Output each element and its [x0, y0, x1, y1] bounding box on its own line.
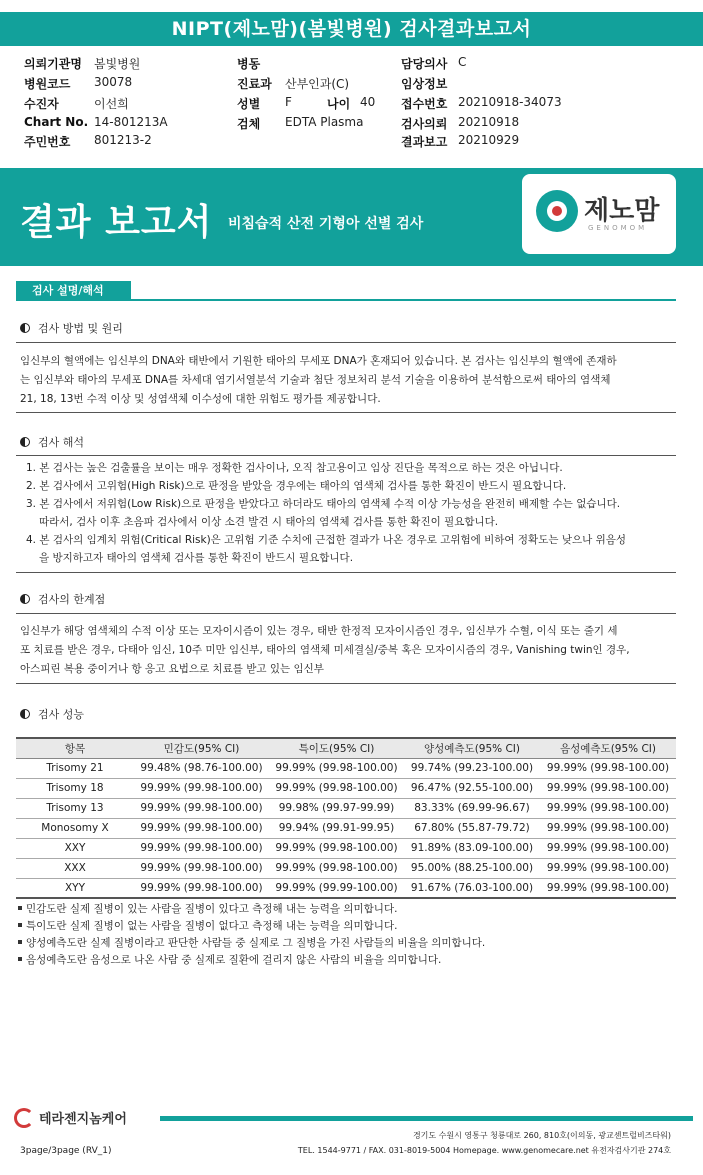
- method-bottom-divider: [16, 412, 676, 413]
- half-circle-icon: [20, 594, 30, 604]
- doctor-value: C: [458, 55, 467, 69]
- ward-label: 병동: [237, 57, 261, 71]
- chart-label: Chart No.: [24, 115, 89, 129]
- hospital-label: 의뢰기관명: [24, 57, 82, 71]
- table-cell: XXX: [16, 858, 134, 878]
- interpretation-divider: [16, 455, 676, 456]
- sex-value: F: [285, 95, 292, 109]
- column-header: 항목: [16, 738, 134, 758]
- table-cell: 99.99% (99.98-100.00): [269, 758, 404, 778]
- table-cell: 99.99% (99.98-100.00): [540, 758, 676, 778]
- sex-label: 성별: [237, 97, 261, 111]
- limitations-bottom-divider: [16, 683, 676, 684]
- table-cell: 99.99% (99.98-100.00): [134, 778, 269, 798]
- table-cell: 83.33% (69.99-96.67): [404, 798, 540, 818]
- table-cell: 99.98% (99.97-99.99): [269, 798, 404, 818]
- interpretation-bottom-divider: [16, 572, 676, 573]
- hospital-value: 봄빛병원: [94, 57, 141, 71]
- section-tab: 검사 설명/해석: [16, 281, 131, 300]
- table-cell: XXY: [16, 838, 134, 858]
- table-cell: 99.99% (99.98-100.00): [269, 778, 404, 798]
- column-header: 양성예측도(95% CI): [404, 738, 540, 758]
- table-cell: 99.48% (98.76-100.00): [134, 758, 269, 778]
- column-header: 민감도(95% CI): [134, 738, 269, 758]
- method-text: 임신부의 혈액에는 임신부의 DNA와 태반에서 기원한 태아의 무세포 DNA가 혼재되어 있습니다. 본 검사는 임신부의 혈액에 존재하 는 임신부와 태아의 무세포 DNA를 차세대 염기서열분석 기술과 첨단 정보처리 분석 기술을 이용하여 분석함으로써 태아의 염색체 21, 18, 13번 수적 이상 및 성염색체 이수성에 대한 위험도 평가를 제공합니다.: [20, 355, 617, 405]
- banner-subtitle: 비침습적 산전 기형아 선별 검사: [228, 216, 424, 232]
- table-cell: 99.99% (99.98-100.00): [540, 778, 676, 798]
- receipt-label: 접수번호: [401, 97, 448, 111]
- report-date-value: 20210929: [458, 133, 520, 147]
- company-logo: [14, 1108, 127, 1128]
- report-date-label: 결과보고: [401, 135, 448, 149]
- dept-label: 진료과: [237, 77, 272, 91]
- interpretation-heading: 검사 해석: [20, 434, 84, 450]
- table-row: [16, 798, 676, 818]
- performance-table: [16, 737, 676, 899]
- table-cell: 99.99% (99.98-100.00): [269, 858, 404, 878]
- performance-notes: [18, 901, 485, 969]
- method-heading: 검사 방법 및 원리: [20, 320, 123, 336]
- specimen-label: 검체: [237, 117, 261, 131]
- request-label: 검사의뢰: [401, 117, 448, 131]
- table-cell: 99.99% (99.98-100.00): [134, 838, 269, 858]
- bullet-square-icon: [18, 957, 22, 961]
- method-divider: [16, 342, 676, 343]
- half-circle-icon: [20, 437, 30, 447]
- table-cell: Trisomy 18: [16, 778, 134, 798]
- company-name: 테라젠지놈케어: [39, 1112, 127, 1127]
- page-number: 3page/3page (RV_1): [20, 1146, 112, 1156]
- genomom-logo: [522, 174, 676, 254]
- table-cell: 99.74% (99.23-100.00): [404, 758, 540, 778]
- clinical-label: 임상정보: [401, 77, 448, 91]
- note-item: 민감도란 실제 질병이 있는 사람을 질병이 있다고 측정해 내는 능력을 의미합니다.: [18, 901, 485, 918]
- table-row: [16, 758, 676, 778]
- logo-en: GENOMOM: [588, 224, 648, 232]
- section-divider: [16, 299, 676, 301]
- id-label: 주민번호: [24, 135, 71, 149]
- table-cell: Trisomy 13: [16, 798, 134, 818]
- table-row: [16, 858, 676, 878]
- table-cell: 99.99% (99.98-100.00): [269, 838, 404, 858]
- patient-info: [24, 55, 684, 155]
- table-cell: 99.99% (99.98-100.00): [540, 798, 676, 818]
- collector-label: 수진자: [24, 97, 59, 111]
- age-value: 40: [360, 95, 376, 109]
- table-row: [16, 878, 676, 898]
- table-cell: 91.67% (76.03-100.00): [404, 878, 540, 898]
- table-cell: 99.99% (99.98-100.00): [540, 878, 676, 898]
- table-header-row: [16, 738, 676, 758]
- chart-value: 14-801213A: [94, 115, 168, 129]
- table-cell: 99.99% (99.98-100.00): [134, 818, 269, 838]
- limitations-text: 임신부가 해당 염색체의 수적 이상 또는 모자이시즘이 있는 경우, 태반 한정적 모자이시즘인 경우, 임신부가 수혈, 이식 또는 줄기 세 포 치료를 받은 경우, 다태아 임신, 10주 미만 임신부, 태아의 염색체 미세결실/중복 혹은 모자이시즘의 경우, Vanishing twin인 경우, 아스피린 복용 중이거나 항 응고 요법으로 치료를 받고 있는 임신부: [20, 625, 630, 675]
- banner-title: 결과 보고서: [20, 202, 213, 243]
- table-cell: 91.89% (83.09-100.00): [404, 838, 540, 858]
- logo-text: 제노맘: [584, 196, 660, 226]
- receipt-value: 20210918-34073: [458, 95, 562, 109]
- table-cell: 99.99% (99.98-100.00): [540, 818, 676, 838]
- table-cell: 99.99% (99.98-100.00): [540, 858, 676, 878]
- code-value: 30078: [94, 75, 133, 89]
- half-circle-icon: [20, 323, 30, 333]
- id-value: 801213-2: [94, 133, 152, 147]
- genomom-logo-icon: [536, 190, 578, 232]
- table-cell: 99.99% (99.98-100.00): [134, 858, 269, 878]
- dept-value: 산부인과(C): [285, 77, 350, 91]
- table-cell: 99.99% (99.98-100.00): [134, 798, 269, 818]
- table-row: [16, 838, 676, 858]
- column-header: 음성예측도(95% CI): [540, 738, 676, 758]
- table-cell: 99.94% (99.91-99.95): [269, 818, 404, 838]
- bullet-square-icon: [18, 940, 22, 944]
- specimen-value: EDTA Plasma: [285, 115, 364, 129]
- note-item: 양성예측도란 실제 질병이라고 판단한 사람들 중 실제로 그 질병을 가진 사람들의 비율을 의미합니다.: [18, 935, 485, 952]
- table-row: [16, 818, 676, 838]
- note-item: 특이도란 실제 질병이 없는 사람을 질병이 없다고 측정해 내는 능력을 의미합니다.: [18, 918, 485, 935]
- interpretation-list: 1. 본 검사는 높은 검출률을 보이는 매우 정확한 검사이나, 오직 참고용이고 임상 진단을 목적으로 하는 것은 아닙니다. 2. 본 검사에서 고위험(High Risk)으로 판정을 받았을 경우에는 태아의 염색체 검사를 통한 확진이 반드시 필요합니다. 3. 본 검사에서 저위험(Low Risk)으로 판정을 받았다고 하더라도 태아의 염색체 수적 이상 가능성을 완전히 배제할 수는 없습니다. 따라서, 검사 이후 초음파 검사에서 이상 소견 발견 시 태아의 염색체 검사를 통한 확진이 필요합니다. 4. 본 검사의 임계치 위험(Critical Risk)은 고위험 기준 수치에 근접한 결과가 나온 경우로 고위험에 비하여 정확도는 낮으나 위음성 을 방지하고자 태아의 염색체 검사를 통한 확진이 반드시 필요합니다.: [26, 462, 627, 564]
- collector-value: 이선희: [94, 97, 129, 111]
- table-cell: 95.00% (88.25-100.00): [404, 858, 540, 878]
- table-cell: 99.99% (99.98-100.00): [134, 878, 269, 898]
- table-cell: Monosomy X: [16, 818, 134, 838]
- table-cell: 99.99% (99.99-100.00): [269, 878, 404, 898]
- age-label: 나이: [327, 97, 351, 111]
- table-cell: XYY: [16, 878, 134, 898]
- doctor-label: 담당의사: [401, 57, 448, 71]
- table-cell: 99.99% (99.98-100.00): [540, 838, 676, 858]
- column-header: 특이도(95% CI): [269, 738, 404, 758]
- company-address: 경기도 수원시 영통구 청룡대로 260, 810호(이의동, 광교센트럴비즈타워): [412, 1131, 671, 1140]
- half-circle-icon: [20, 709, 30, 719]
- request-value: 20210918: [458, 115, 520, 129]
- code-label: 병원코드: [24, 77, 71, 91]
- footer-divider: [160, 1116, 693, 1121]
- limitations-divider: [16, 613, 676, 614]
- company-contact: TEL. 1544-9771 / FAX. 031-8019-5004 Homepage. www.genomecare.net 유전자검사기관 274호: [297, 1146, 671, 1155]
- table-cell: 67.80% (55.87-79.72): [404, 818, 540, 838]
- table-cell: Trisomy 21: [16, 758, 134, 778]
- bullet-square-icon: [18, 923, 22, 927]
- performance-heading: 검사 성능: [20, 706, 84, 722]
- table-cell: 96.47% (92.55-100.00): [404, 778, 540, 798]
- bullet-square-icon: [18, 906, 22, 910]
- limitations-heading: 검사의 한계점: [20, 591, 105, 607]
- company-logo-icon: [14, 1108, 34, 1128]
- note-item: 음성예측도란 음성으로 나온 사람 중 실제로 질환에 걸리지 않은 사람의 비율을 의미합니다.: [18, 952, 485, 969]
- table-row: [16, 778, 676, 798]
- report-title: NIPT(제노맘)(봄빛병원) 검사결과보고서: [0, 12, 703, 46]
